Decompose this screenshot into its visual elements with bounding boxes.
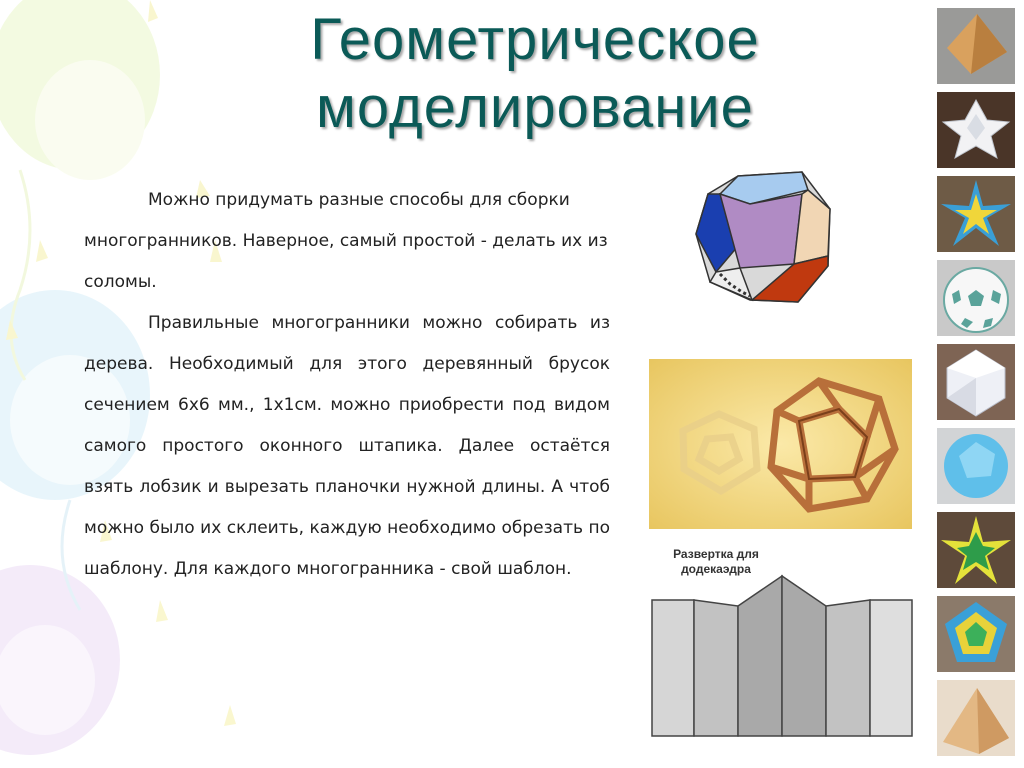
page-title: [200, 6, 870, 142]
paragraph-straw: Можно придумать разные способы для сборки многогранников. Наверное, самый простой - делать их из соломы.: [84, 190, 608, 292]
blue-polyhedron-photo: [937, 428, 1015, 504]
title-line-1: Геометрическое: [310, 7, 760, 72]
thumbnail-strip: [937, 8, 1017, 764]
paragraph-wood: Правильные многогранники можно собирать из дерева. Необходимый для этого деревянный брусок сечением 6х6 мм., 1х1см. можно приобрести под видом самого простого оконного штапика. Далее остаётся взять лобзик и вырезать планочки нужной длины. А чтоб можно было их склеить, каждую необходимо обрезать по шаблону. Для каждого многогранника - свой шаблон.: [84, 313, 610, 579]
small-stellated-photo: [937, 512, 1015, 588]
net-caption-line-1: Развертка для: [673, 547, 759, 561]
net-caption-line-2: додекаэдра: [681, 562, 751, 576]
title-line-2: моделирование: [316, 75, 754, 140]
pyramid-photo: [937, 680, 1015, 756]
body-text: [84, 180, 610, 590]
dodecahedron-net-diagram: [650, 574, 916, 738]
truncated-icosahedron-photo: [937, 260, 1015, 336]
wooden-dodecahedron-photo: [649, 359, 912, 529]
net-caption: [656, 547, 776, 577]
stellated-paper-photo: [937, 92, 1015, 168]
compound-polyhedron-photo: [937, 596, 1015, 672]
dodecahedron-illustration: [690, 164, 840, 306]
tetrahedron-photo: [937, 8, 1015, 84]
icosahedron-photo: [937, 344, 1015, 420]
star-polyhedron-photo: [937, 176, 1015, 252]
